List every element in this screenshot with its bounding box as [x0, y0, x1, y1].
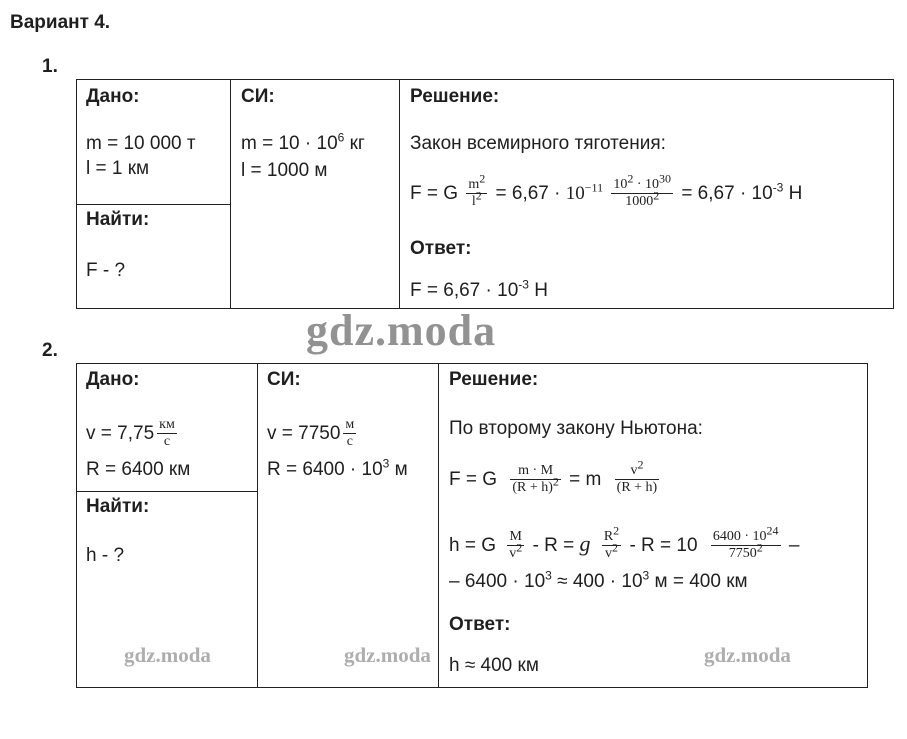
problem-1-find-line: F - ?: [86, 260, 126, 281]
problem-2-divider-2: [438, 363, 439, 688]
watermark-main: gdz.moda: [306, 306, 497, 355]
problem-2-divider-1: [257, 363, 258, 688]
problem-2-force-formula: F = G $\frac{m \cdot M}{(R + h)^2}$ = m $\frac{v^2}{(R + h)}$: [449, 457, 658, 496]
problem-1-given-mass: m = 10 000 т: [86, 133, 196, 154]
problem-2-solution-header: Решение:: [449, 369, 539, 390]
problem-2-given-radius: R = 6400 км: [86, 459, 191, 480]
problem-1-si-distance: l = 1000 м: [241, 160, 328, 181]
problem-1-find-header: Найти:: [86, 209, 150, 230]
problem-2-si-radius: $R = 6400 \cdot 10^3$ м: [267, 456, 408, 480]
problem-1-answer-header: Ответ:: [410, 238, 472, 259]
watermark-small-1: gdz.moda: [124, 643, 211, 667]
problem-2-height-result: – $6400 \cdot 10^3 \approx 400 \cdot 10^3$ м = 400 км: [449, 568, 748, 592]
problem-2-answer-header: Ответ:: [449, 614, 511, 635]
problem-1-si-mass: $m = 10 \cdot 10^6$ кг: [241, 130, 365, 154]
problem-2-law: По второму закону Ньютона:: [449, 418, 703, 439]
problem-2-find-line: h - ?: [86, 545, 125, 566]
problem-1-divider-2: [399, 79, 400, 309]
problem-2-answer: h ≈ 400 км: [449, 655, 539, 676]
problem-2-given-divider: [76, 491, 257, 492]
problem-1-given-distance: l = 1 км: [86, 158, 150, 179]
problem-1-number: 1.: [42, 56, 58, 77]
problem-1-given-header: Дано:: [86, 86, 140, 107]
problem-2-height-formula: h = G $\frac{M}{v^2}$ - R = g $\frac{R^2}{v^2}$ - R = 10 $\frac{6400 \cdot 10^{24}}{7750^2}$ –: [449, 523, 800, 562]
problem-1-formula: F = G $\frac{m^2}{l^2}$ = $6,67 \cdot 10^{-11}$ $\frac{10^2 \cdot 10^{30}}{1000^2}$ = $6,67 \cdot 10^{-3}$ Н: [410, 171, 803, 210]
problem-1-law: Закон всемирного тяготения:: [410, 133, 666, 154]
problem-2-find-header: Найти:: [86, 496, 150, 517]
watermark-small-3: gdz.moda: [704, 643, 791, 667]
problem-1-divider-1: [230, 79, 231, 309]
problem-1-solution-header: Решение:: [410, 86, 500, 107]
problem-1-si-header: СИ:: [241, 86, 275, 107]
problem-2-si-header: СИ:: [267, 369, 301, 390]
problem-2-given-header: Дано:: [86, 369, 140, 390]
problem-1-frac-m2-l2: $\frac{m^2}{l^2}$: [468, 171, 486, 210]
problem-2-given-speed: v = 7,75 $\frac{км}{с}$: [86, 417, 175, 450]
page-title: Вариант 4.: [10, 12, 111, 33]
problem-1-frac-values: $\frac{10^2 \cdot 10^{30}}{1000^2}$: [613, 171, 672, 210]
watermark-small-2: gdz.moda: [344, 643, 431, 667]
problem-1-answer: $F = 6,67 \cdot 10^{-3}$ Н: [410, 277, 548, 301]
problem-2-number: 2.: [42, 340, 58, 361]
problem-2-si-speed: v = 7750 $\frac{м}{с}$: [267, 417, 355, 450]
problem-1-given-divider: [76, 204, 230, 205]
